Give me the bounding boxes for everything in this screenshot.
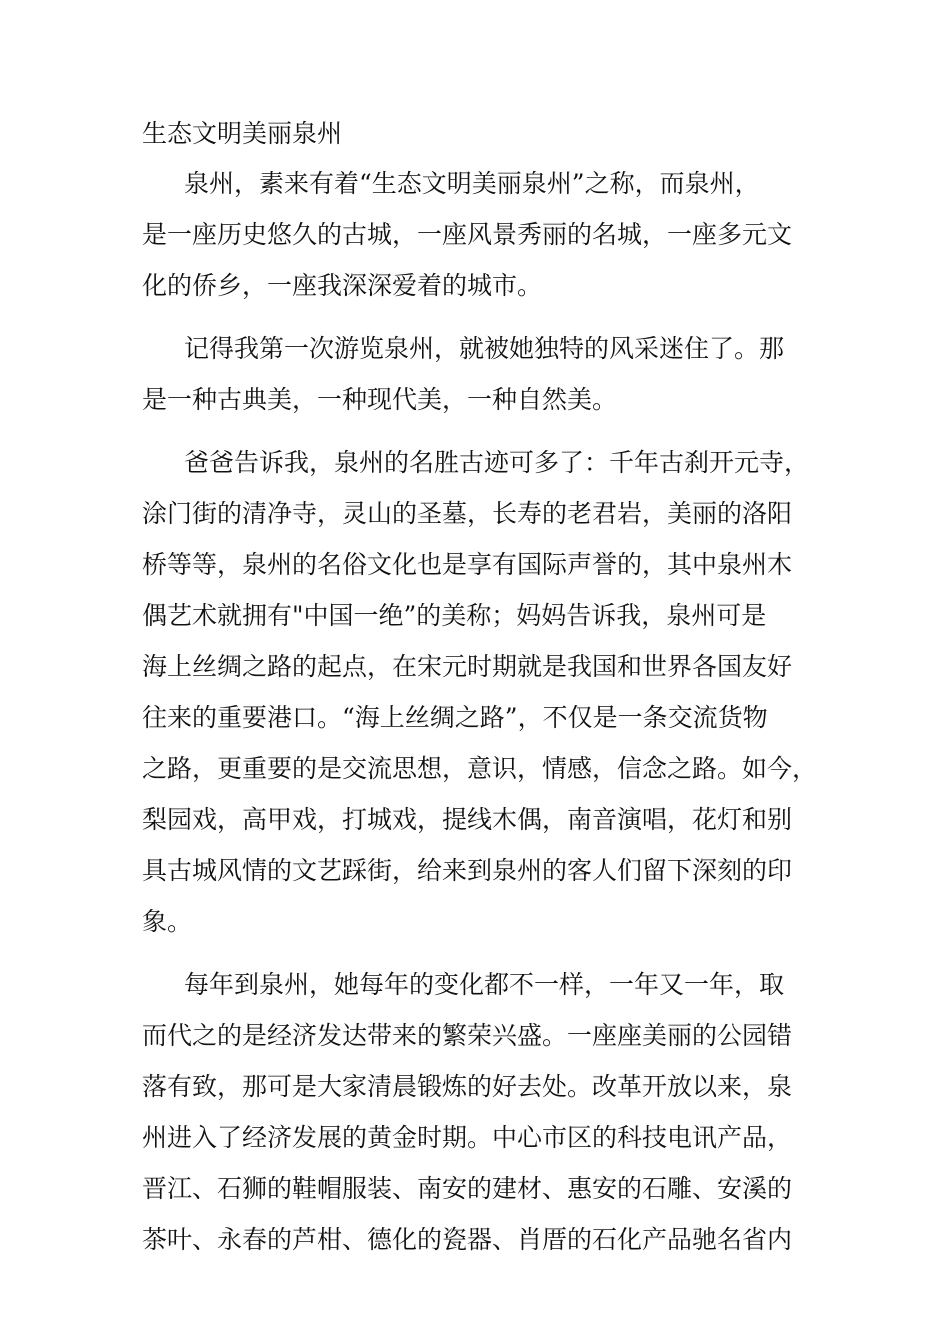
text-line: 落有致，那可是大家清晨锻炼的好去处。改革开放以来，泉 [142, 1072, 793, 1101]
text-line: 爸爸告诉我，泉州的名胜古迹可多了：千年古刹开元寺， [184, 448, 810, 477]
text-line: 具古城风情的文艺踩街，给来到泉州的客人们留下深刻的印 [142, 856, 793, 885]
text-line: 晋江、石狮的鞋帽服装、南安的建材、惠安的石雕、安溪的 [142, 1174, 793, 1203]
text-line: 偶艺术就拥有"中国一绝”的美称；妈妈告诉我，泉州可是 [142, 601, 767, 630]
text-line: 往来的重要港口。“海上丝绸之路”，不仅是一条交流货物 [142, 703, 768, 732]
text-line: 之路，更重要的是交流思想，意识，情感，信念之路。如今， [142, 754, 818, 783]
text-line: 是一座历史悠久的古城，一座风景秀丽的名城，一座多元文 [142, 220, 793, 249]
text-line: 记得我第一次游览泉州，就被她独特的风采迷住了。那 [184, 334, 785, 363]
text-line: 是一种古典美，一种现代美，一种自然美。 [142, 385, 618, 414]
document-title: 生态文明美丽泉州 [142, 119, 343, 148]
text-line: 而代之的是经济发达带来的繁荣兴盛。一座座美丽的公园错 [142, 1021, 793, 1050]
document-body [142, 163, 842, 1282]
text-line: 桥等等，泉州的名俗文化也是享有国际声誉的，其中泉州木 [142, 550, 793, 579]
text-line: 海上丝绸之路的起点，在宋元时期就是我国和世界各国友好 [142, 652, 793, 681]
text-line: 每年到泉州，她每年的变化都不一样，一年又一年，取 [184, 970, 785, 999]
text-line: 梨园戏，高甲戏，打城戏，提线木偶，南音演唱，花灯和别 [142, 805, 793, 834]
text-line: 化的侨乡，一座我深深爱着的城市。 [142, 271, 543, 300]
text-line: 茶叶、永春的芦柑、德化的瓷器、肖厝的石化产品驰名省内 [142, 1225, 793, 1254]
paragraph-3 [142, 442, 842, 952]
text-line: 泉州，素来有着“生态文明美丽泉州”之称，而泉州， [184, 169, 760, 198]
paragraph-4 [142, 964, 842, 1270]
text-line: 象。 [142, 907, 193, 936]
text-line: 涂门街的清净寺，灵山的圣墓，长寿的老君岩，美丽的洛阳 [142, 499, 793, 528]
text-line: 州进入了经济发展的黄金时期。中心市区的科技电讯产品， [142, 1123, 793, 1152]
paragraph-1 [142, 163, 842, 316]
paragraph-2 [142, 328, 842, 430]
